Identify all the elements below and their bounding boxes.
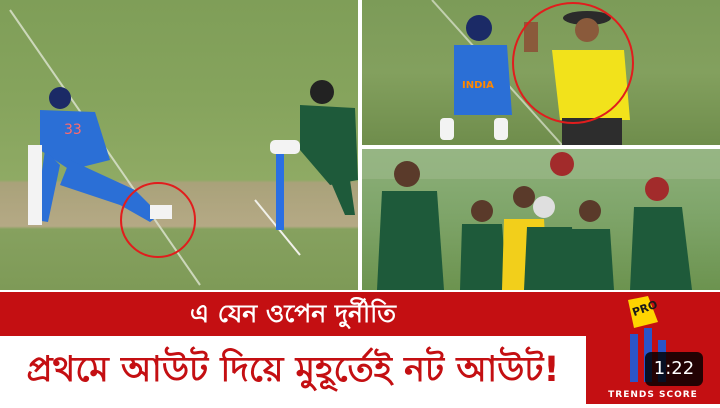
batter-standing [440,15,512,140]
pro-badge: PRO [630,297,660,320]
highlight-circle-foot [120,182,196,258]
jersey-number: 33 [64,122,82,138]
frame-umpire-signal [362,0,720,145]
jersey-text: INDIA [462,80,494,91]
frame-bangladesh-team [362,149,720,290]
frame-batter-stumping [0,0,358,290]
headline-bottom: প্রথমে আউট দিয়ে মুহূর্তেই নট আউট! [26,350,560,390]
headline-top: এ যেন ওপেন দুর্নীতি [189,299,397,328]
brand-name: TRENDS SCORE [608,390,698,400]
video-duration: 1:22 [645,352,703,386]
highlight-circle-umpire [512,2,634,124]
team-scene [362,149,720,290]
